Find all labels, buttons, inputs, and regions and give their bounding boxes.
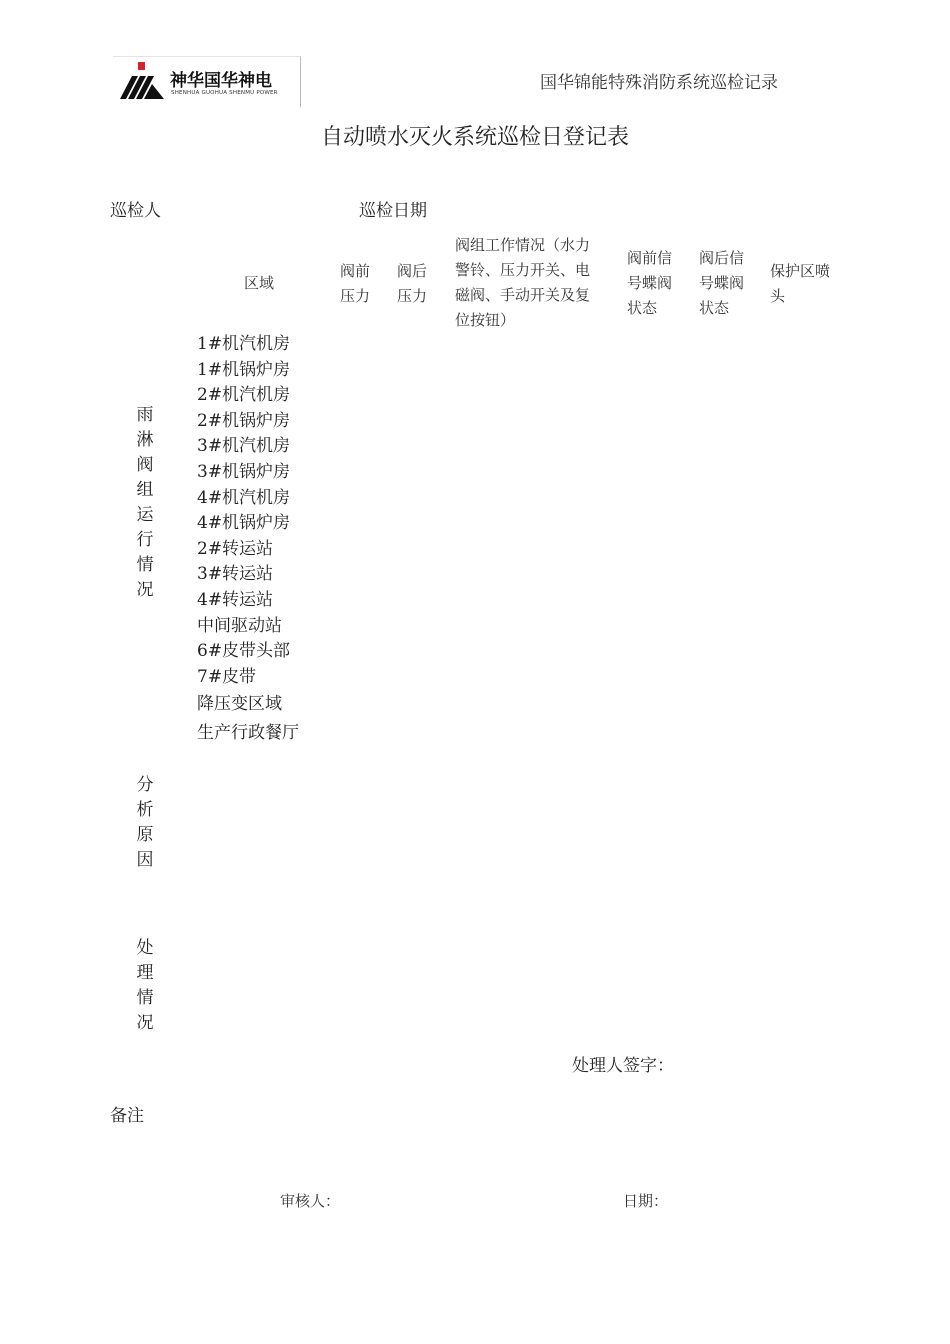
area-row: 中间驱动站 <box>197 615 282 636</box>
handling-status-section-label: 处 理 情 况 <box>136 938 154 1033</box>
handler-signature-label: 处理人签字： <box>572 1056 674 1076</box>
form-title: 自动喷水灭火系统巡检日登记表 <box>320 125 629 150</box>
area-row: 6#皮带头部 <box>197 641 291 662</box>
area-row: 4#转运站 <box>197 589 274 610</box>
column-header-pre-butterfly-valve: 阀前信 号蝶阀 状态 <box>627 249 673 317</box>
column-header-valve-group: 阀组工作情况（水力 警铃、压力开关、电 磁阀、手动开关及复 位按钮） <box>455 236 591 329</box>
area-list <box>197 332 299 748</box>
remarks-label: 备注 <box>110 1106 144 1126</box>
inspection-date-label: 巡检日期 <box>359 201 427 221</box>
area-row: 3#转运站 <box>197 564 274 585</box>
area-row: 3#机锅炉房 <box>197 461 291 482</box>
logo-name-en: SHENHUA GUOHUA SHENMU POWER <box>171 90 278 96</box>
area-row: 降压变区域 <box>197 694 282 715</box>
deluge-valve-section-label: 雨 淋 阀 组 运 行 情 况 <box>136 405 154 600</box>
column-header-post-pressure: 阀后 压力 <box>397 262 428 305</box>
area-row: 3#机汽机房 <box>197 436 291 457</box>
company-logo-icon <box>118 62 168 106</box>
document-header-title: 国华锦能特殊消防系统巡检记录 <box>540 73 778 93</box>
area-row: 2#机汽机房 <box>197 385 291 406</box>
column-header-pre-pressure: 阀前 压力 <box>340 262 371 305</box>
logo-name-cn: 神华国华神电 <box>170 71 272 91</box>
column-header-sprinkler-heads: 保护区喷 头 <box>770 262 831 305</box>
area-row: 1#机汽机房 <box>197 334 291 354</box>
area-row: 2#转运站 <box>197 538 274 559</box>
inspector-label: 巡检人 <box>110 201 161 221</box>
reviewer-label: 审核人： <box>280 1192 341 1210</box>
area-row: 4#机锅炉房 <box>197 513 291 534</box>
review-date-label: 日期： <box>623 1192 669 1210</box>
column-header-post-butterfly-valve: 阀后信 号蝶阀 状态 <box>699 249 745 317</box>
analysis-cause-section-label: 分 析 原 因 <box>136 775 154 870</box>
area-row: 4#机汽机房 <box>197 487 291 508</box>
area-row: 7#皮带 <box>197 666 257 687</box>
area-row: 2#机锅炉房 <box>197 410 291 431</box>
area-row: 生产行政餐厅 <box>197 723 299 744</box>
column-header-area: 区域 <box>244 274 275 292</box>
area-row: 1#机锅炉房 <box>197 359 291 380</box>
